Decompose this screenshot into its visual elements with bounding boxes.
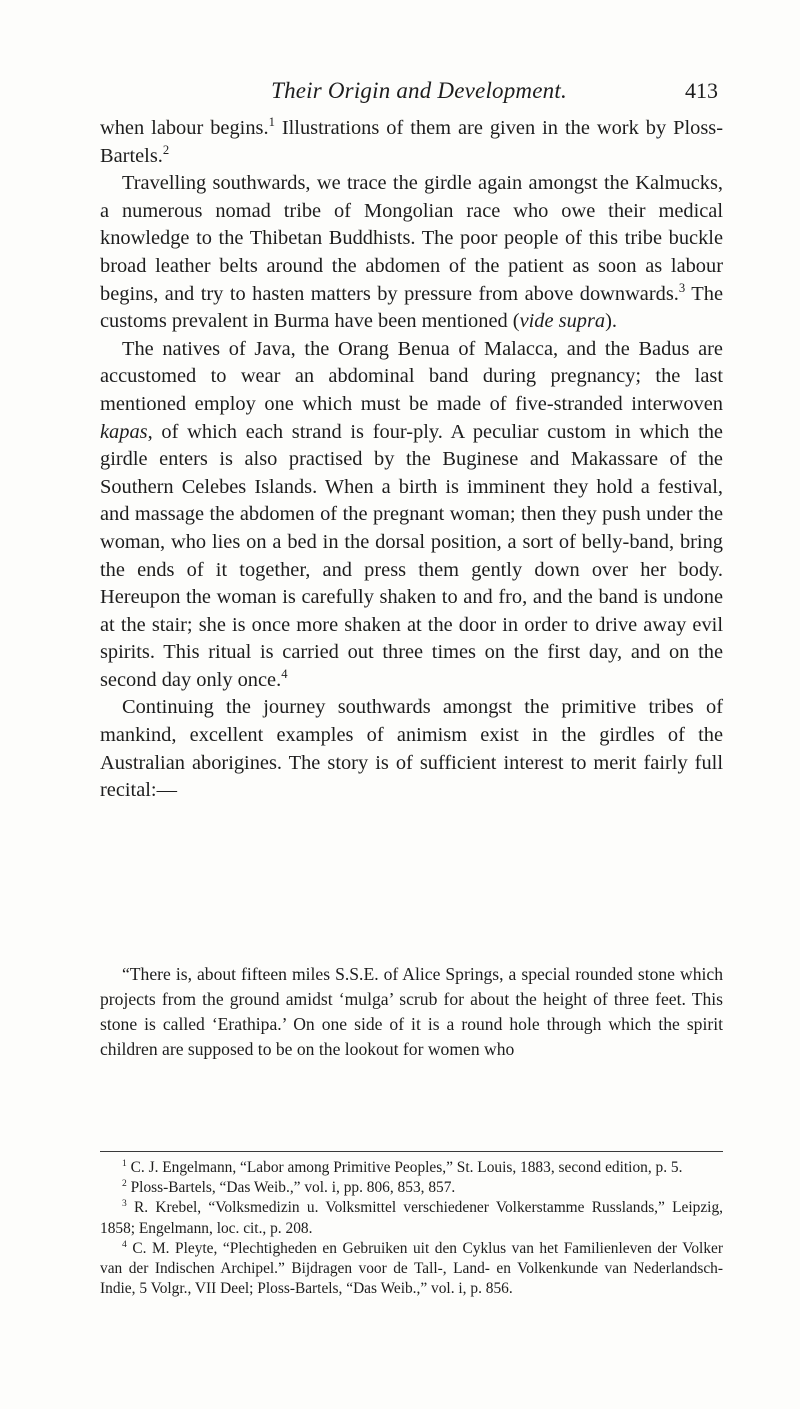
footnote-number: 3: [122, 1198, 127, 1210]
paragraph-text: The natives of Java, the Orang Benua of Malacca, and the Badus are accustomed to wear an abdominal band during pregnancy; the last mentioned employ one which must be made of five-stranded interwoven: [100, 337, 723, 415]
paragraph-text: The customs prevalent in Burma have been mentioned (: [100, 282, 723, 333]
italic-term: kapas: [100, 420, 148, 443]
footnote: [100, 1239, 723, 1300]
paragraph: [100, 115, 723, 170]
footnote-text: C. J. Engelmann, “Labor among Primitive Peoples,” St. Louis, 1883, second edition, p. 5.: [130, 1159, 683, 1176]
block-quote: [100, 962, 723, 1062]
footnote-marker: 4: [281, 667, 288, 682]
footnote-marker: 2: [162, 142, 170, 157]
paragraph: [100, 694, 723, 804]
paragraph: [100, 170, 723, 336]
footnotes: [100, 1158, 723, 1299]
footnote-number: 1: [122, 1157, 127, 1169]
paragraph-text: when labour begins.: [100, 117, 269, 139]
running-title: Their Origin and Development.: [271, 78, 567, 103]
footnote-marker: 3: [678, 280, 686, 295]
footnote-number: 4: [122, 1238, 127, 1250]
paragraph-text: Illustrations of them are given in the work by Ploss-Bartels.: [100, 117, 723, 167]
footnote-text: Ploss-Bartels, “Das Weib.,” vol. i, pp. 806, 853, 857.: [130, 1179, 456, 1197]
paragraph-text: Continuing the journey southwards amongst the primitive tribes of mankind, excellent examples of animism exist in the girdles of the Australian aborigines. The story is of sufficient interest to merit fairly full recital:—: [100, 696, 723, 802]
footnote: [100, 1198, 723, 1238]
running-head: [120, 78, 718, 108]
paragraph-text: , of which each strand is four-ply. A peculiar custom in which the girdle enters is also practised by the Buginese and Makassare of the Southern Celebes Islands. When a birth is imminent they hold a festival, and massage the abdomen of the pregnant woman; then they push under the woman, who lies on a bed in the dorsal position, a sort of belly-band, bring the ends of it together, and press them gently down over her body. Hereupon the woman is carefully shaken to and fro, and the band is undone at the stair; she is once more shaken at the door in order to drive away evil spirits. This ritual is carried out three times on the first day, and on the second day only once.: [100, 420, 723, 691]
footnote: [100, 1178, 723, 1198]
paragraph-text: Travelling southwards, we trace the girdle again amongst the Kalmucks, a numerous nomad tribe of Mongolian race who owe their medical knowledge to the Thibetan Buddhists. The poor people of this tribe buckle broad leather belts around the abdomen of the patient as soon as labour begins, and try to hasten matters by pressure from above downwards.: [100, 172, 723, 305]
quote-text: “There is, about fifteen miles S.S.E. of Alice Springs, a special rounded stone which projects from the ground amidst ‘mulga’ scrub for about the height of three feet. This stone is called ‘Erathipa.’ On one side of it is a round hole through which the spirit children are supposed to be on the lookout for women who: [100, 964, 723, 1059]
footnote-number: 2: [122, 1178, 127, 1190]
page-number: 413: [685, 78, 718, 103]
italic-term: vide supra: [519, 310, 606, 333]
footnote: [100, 1158, 723, 1178]
paragraph-text: ).: [605, 310, 617, 333]
body-text: [100, 115, 723, 805]
paragraph: [100, 336, 723, 695]
footnote-marker: 1: [268, 115, 275, 130]
footnote-text: R. Krebel, “Volksmedizin u. Volksmittel verschiedener Volkerstamme Russlands,” Leipzig, 1858; Engelmann, loc. cit., p. 208.: [100, 1199, 723, 1237]
footnote-rule: [100, 1151, 723, 1152]
footnote-text: C. M. Pleyte, “Plechtigheden en Gebruiken uit den Cyklus van het Familienleven der Volker van der Indischen Archipel.” Bijdragen voor de Tall-, Land- en Volkenkunde van Nederlandsch-Indie, 5 Volgr., VII Deel; Ploss-Bartels, “Das Weib.,” vol. i, p. 856.: [100, 1239, 723, 1298]
